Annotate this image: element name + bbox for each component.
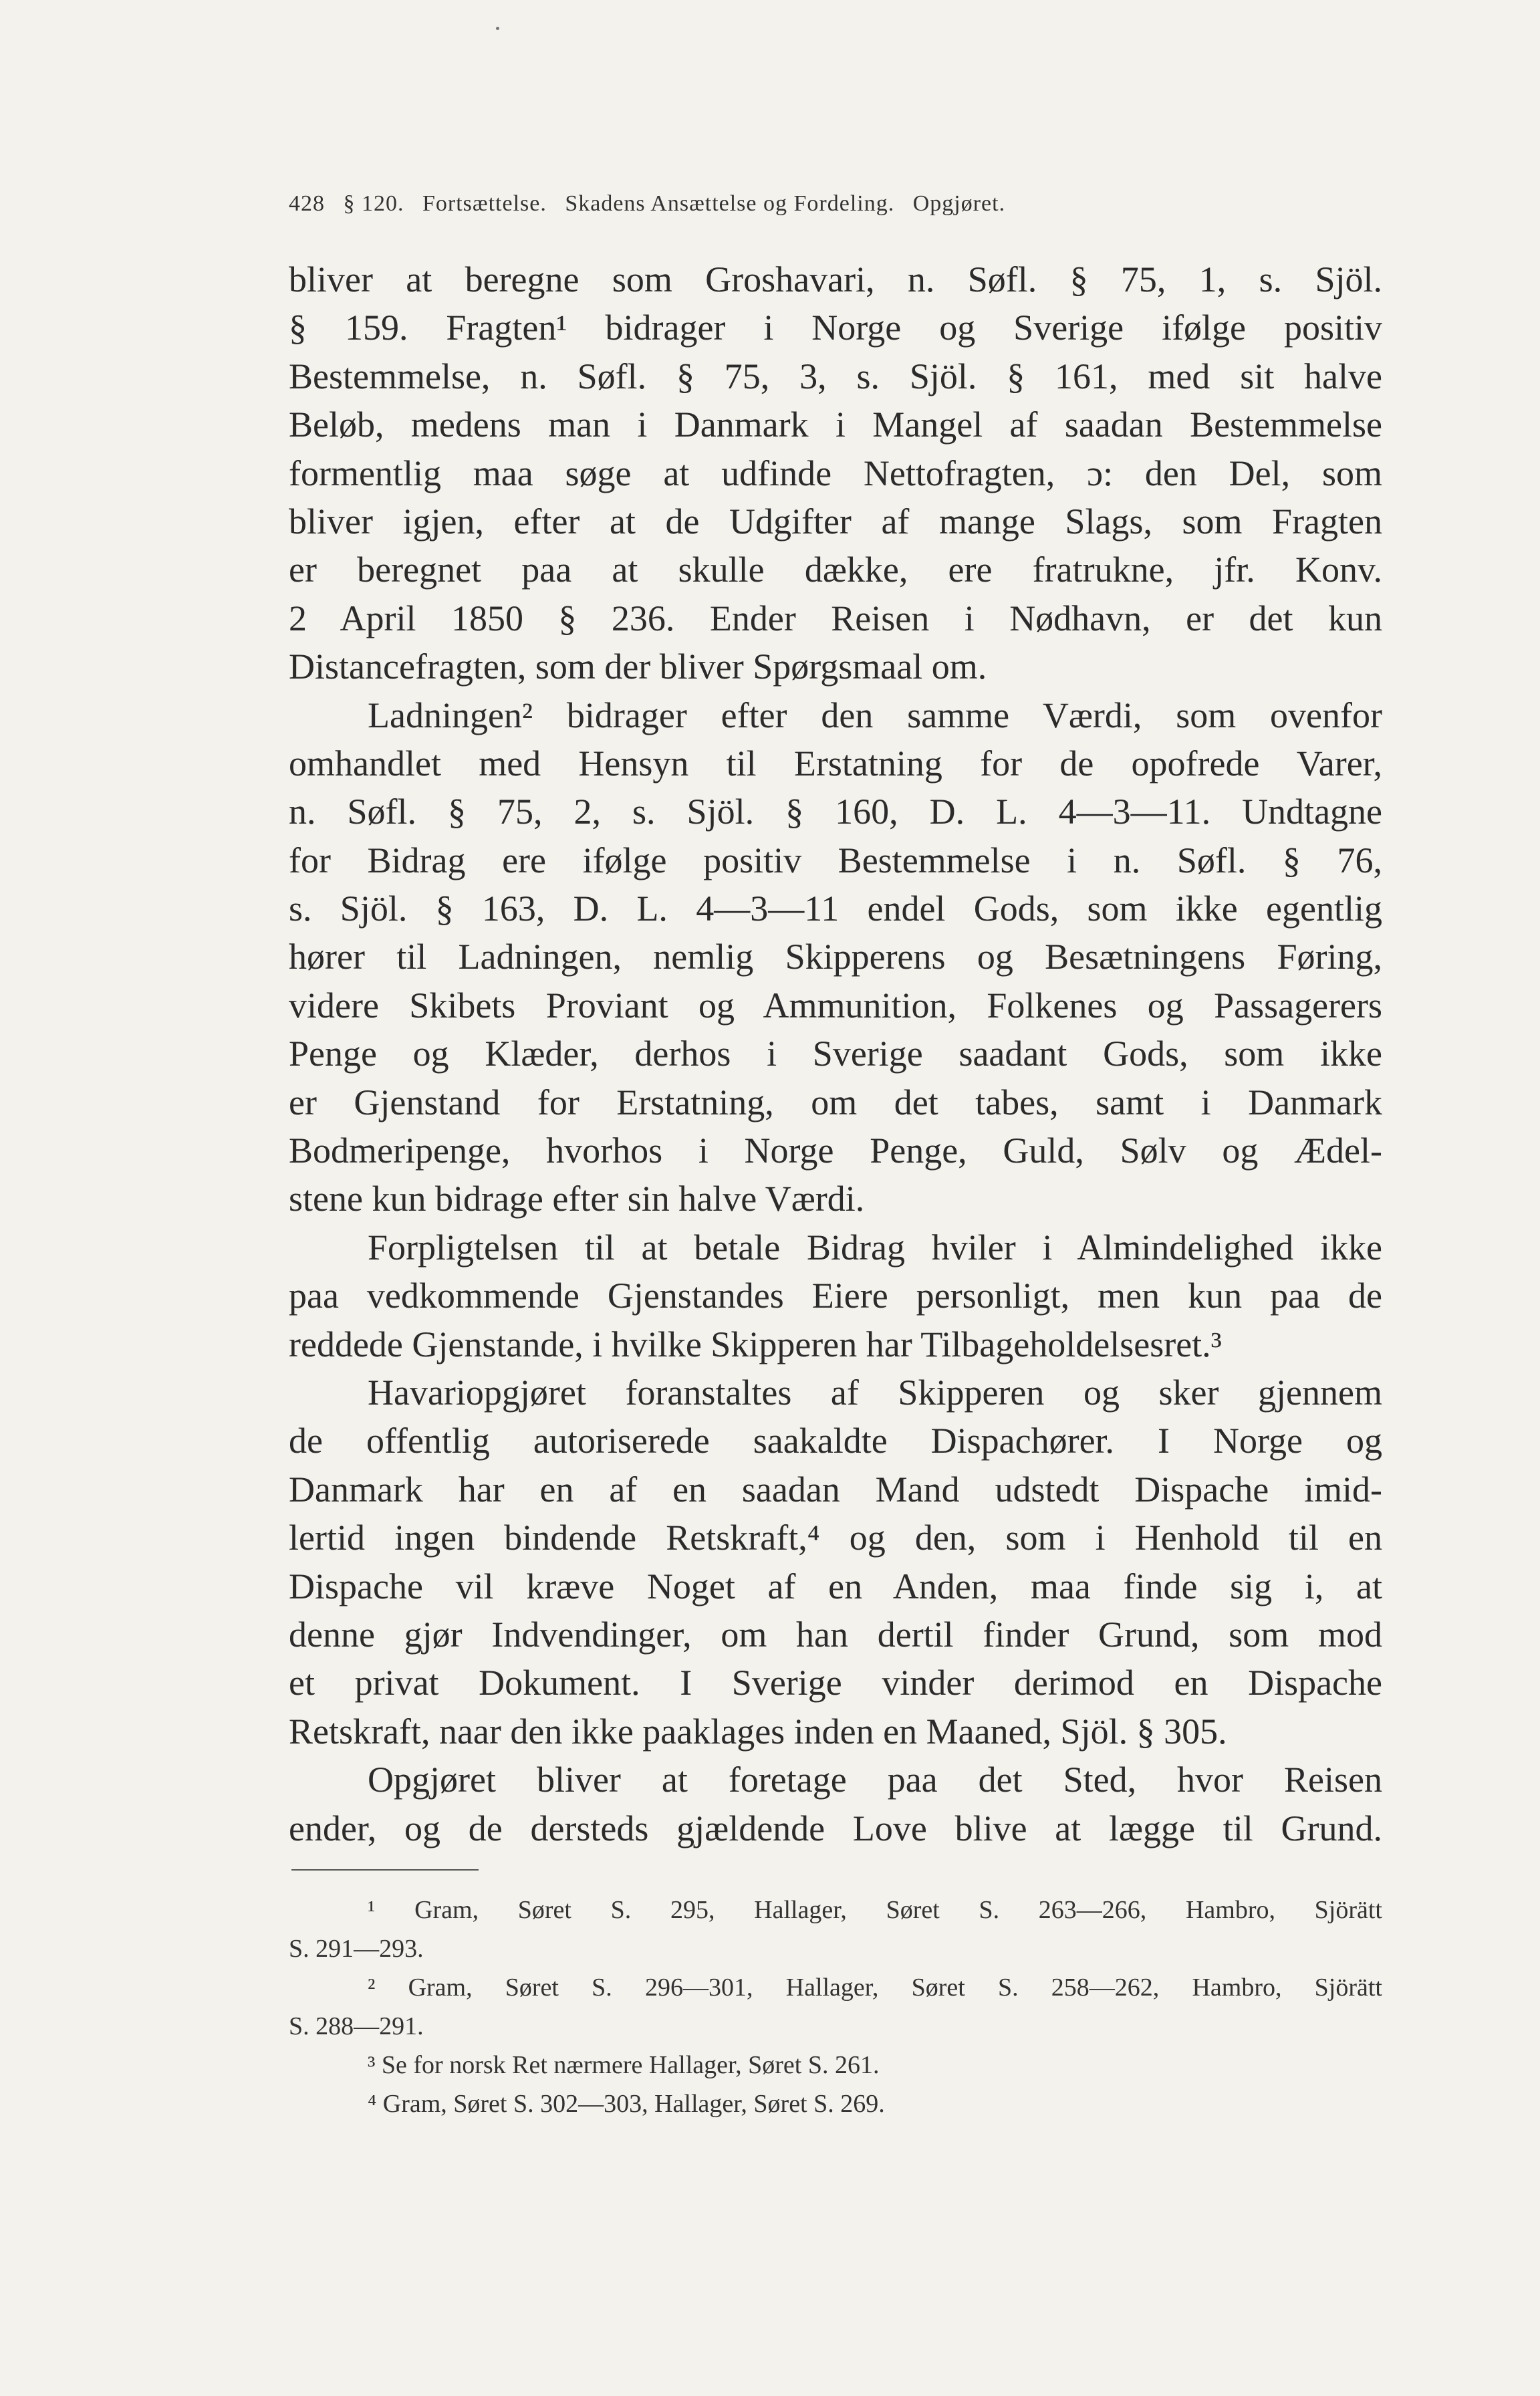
header-part-3: Opgjøret. bbox=[912, 191, 1006, 216]
text-line: et privat Dokument. I Sverige vinder derimod en Dispache bbox=[289, 1663, 1382, 1703]
text-line: Distancefragten, som der bliver Spørgsmaal om. bbox=[289, 646, 987, 687]
footnote-line: ³ Se for norsk Ret nærmere Hallager, Søret S. 261. bbox=[368, 2051, 880, 2079]
footnote-line: ⁴ Gram, Søret S. 302—303, Hallager, Søret S. 269. bbox=[368, 2090, 885, 2118]
text-line: Opgjøret bliver at foretage paa det Sted, hvor Reisen bbox=[368, 1760, 1382, 1800]
header-part-2: Skadens Ansættelse og Fordeling. bbox=[565, 191, 895, 216]
text-line: reddede Gjenstande, i hvilke Skipperen har Tilbageholdelsesret.³ bbox=[289, 1324, 1222, 1364]
text-line: ender, og de dersteds gjældende Love blive at lægge til Grund. bbox=[289, 1808, 1382, 1848]
footnote-line: S. 291—293. bbox=[289, 1935, 424, 1963]
text-line: for Bidrag ere ifølge positiv Bestemmelse i n. Søfl. § 76, bbox=[289, 840, 1382, 880]
text-line: Dispache vil kræve Noget af en Anden, maa finde sig i, at bbox=[289, 1566, 1382, 1606]
text-line: denne gjør Indvendinger, om han dertil finder Grund, som mod bbox=[289, 1614, 1382, 1655]
text-line: Beløb, medens man i Danmark i Mangel af saadan Bestemmelse bbox=[289, 404, 1382, 445]
running-header bbox=[289, 191, 1385, 217]
text-line: formentlig maa søge at udfinde Nettofragten, ɔ: den Del, som bbox=[289, 453, 1382, 493]
page-number: 428 bbox=[289, 191, 325, 216]
print-speck bbox=[496, 27, 499, 30]
text-line: Havariopgjøret foranstaltes af Skipperen og sker gjennem bbox=[368, 1372, 1382, 1413]
text-line: stene kun bidrage efter sin halve Værdi. bbox=[289, 1179, 865, 1219]
text-line: er Gjenstand for Erstatning, om det tabes, samt i Danmark bbox=[289, 1082, 1382, 1122]
header-part-1: Fortsættelse. bbox=[422, 191, 547, 216]
text-line: s. Sjöl. § 163, D. L. 4—3—11 endel Gods, som ikke egentlig bbox=[289, 888, 1382, 929]
text-line: Penge og Klæder, derhos i Sverige saadant Gods, som ikke bbox=[289, 1034, 1382, 1074]
text-line: 2 April 1850 § 236. Ender Reisen i Nødhavn, er det kun bbox=[289, 598, 1382, 638]
text-line: hører til Ladningen, nemlig Skipperens og Besætningens Føring, bbox=[289, 937, 1382, 977]
text-line: Bestemmelse, n. Søfl. § 75, 3, s. Sjöl. § 161, med sit halve bbox=[289, 356, 1382, 396]
body-text bbox=[289, 255, 1382, 1852]
text-line: n. Søfl. § 75, 2, s. Sjöl. § 160, D. L. 4—3—11. Undtagne bbox=[289, 792, 1382, 832]
text-line: Danmark har en af en saadan Mand udstedt Dispache imid- bbox=[289, 1469, 1382, 1510]
text-line: § 159. Fragten¹ bidrager i Norge og Sverige ifølge positiv bbox=[289, 308, 1382, 348]
text-line: omhandlet med Hensyn til Erstatning for de opofrede Varer, bbox=[289, 743, 1382, 784]
text-line: bliver igjen, efter at de Udgifter af mange Slags, som Fragten bbox=[289, 501, 1382, 542]
text-line: Bodmeripenge, hvorhos i Norge Penge, Guld, Sølv og Ædel- bbox=[289, 1130, 1382, 1171]
footnote-line: ¹ Gram, Søret S. 295, Hallager, Søret S. 263—266, Hambro, Sjörätt bbox=[368, 1896, 1382, 1924]
text-line: paa vedkommende Gjenstandes Eiere personligt, men kun paa de bbox=[289, 1276, 1382, 1316]
footnotes bbox=[289, 1891, 1382, 2123]
text-line: er beregnet paa at skulle dække, ere fratrukne, jfr. Konv. bbox=[289, 550, 1382, 590]
footnote-line: ² Gram, Søret S. 296—301, Hallager, Søret S. 258—262, Hambro, Sjörätt bbox=[368, 1973, 1382, 2002]
text-line: bliver at beregne som Groshavari, n. Søfl. § 75, 1, s. Sjöl. bbox=[289, 259, 1382, 300]
footnote-divider bbox=[291, 1869, 479, 1871]
text-line: videre Skibets Proviant og Ammunition, Folkenes og Passagerers bbox=[289, 985, 1382, 1026]
text-line: de offentlig autoriserede saakaldte Dispachører. I Norge og bbox=[289, 1421, 1382, 1461]
section-number: § 120. bbox=[343, 191, 404, 216]
footnote-line: S. 288—291. bbox=[289, 2012, 424, 2040]
text-line: Ladningen² bidrager efter den samme Værdi, som ovenfor bbox=[368, 695, 1382, 735]
text-line: Retskraft, naar den ikke paaklages inden en Maaned, Sjöl. § 305. bbox=[289, 1711, 1227, 1752]
text-line: Forpligtelsen til at betale Bidrag hviler i Almindelighed ikke bbox=[368, 1227, 1382, 1268]
text-line: lertid ingen bindende Retskraft,⁴ og den, som i Henhold til en bbox=[289, 1518, 1382, 1558]
